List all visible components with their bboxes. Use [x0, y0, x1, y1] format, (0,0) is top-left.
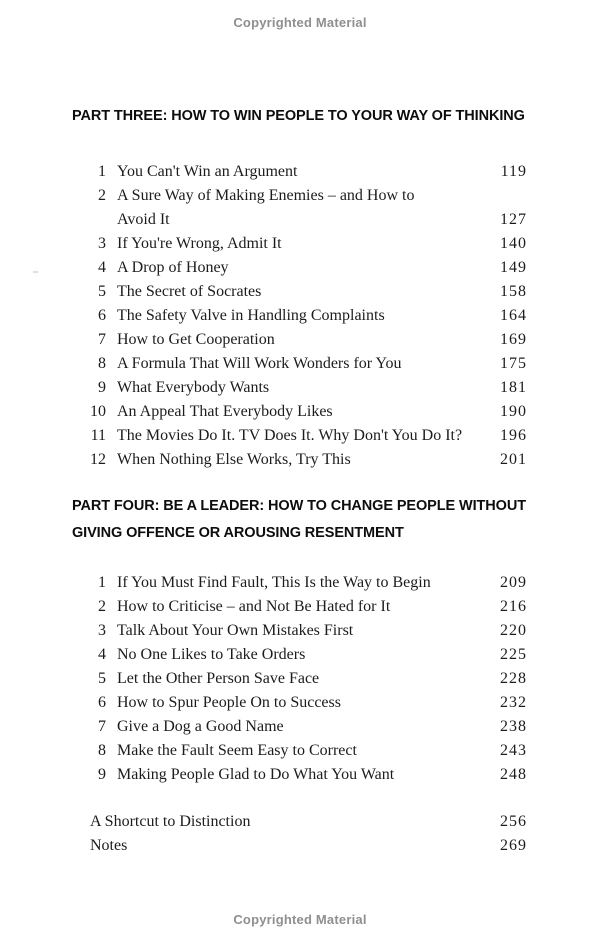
back-matter-list — [72, 810, 527, 858]
chapter-title: How to Spur People On to Success — [117, 694, 341, 711]
toc-entry — [72, 667, 527, 691]
page-number: 256 — [500, 813, 527, 830]
chapter-number: 8 — [98, 355, 106, 372]
toc-entry — [72, 184, 527, 232]
chapter-number: 8 — [98, 742, 106, 759]
chapter-number: 7 — [98, 718, 106, 735]
page-number: 175 — [500, 355, 527, 372]
chapter-title: No One Likes to Take Orders — [117, 646, 306, 663]
back-matter-entry — [72, 810, 527, 834]
chapter-title: You Can't Win an Argument — [117, 163, 298, 180]
chapter-title: How to Get Cooperation — [117, 331, 275, 348]
chapter-number: 2 — [98, 187, 106, 204]
toc-entry — [72, 328, 527, 352]
chapter-number: 1 — [98, 163, 106, 180]
chapter-title: Talk About Your Own Mistakes First — [117, 622, 354, 639]
page-number: 248 — [500, 766, 527, 783]
toc-entry — [72, 232, 527, 256]
page-number: 169 — [500, 331, 527, 348]
toc-entry — [72, 739, 527, 763]
page-number: 190 — [500, 403, 527, 420]
copyright-notice-bottom: Copyrighted Material — [233, 912, 367, 927]
chapter-number: 9 — [98, 379, 106, 396]
toc-entry — [72, 304, 527, 328]
page-number: 127 — [500, 211, 527, 228]
page-number: 228 — [500, 670, 527, 687]
page-number: 209 — [500, 574, 527, 591]
page-number: 181 — [500, 379, 527, 396]
chapter-title: An Appeal That Everybody Likes — [117, 403, 333, 420]
back-matter-entry — [72, 834, 527, 858]
page-number: 149 — [500, 259, 527, 276]
chapter-title: Give a Dog a Good Name — [117, 718, 284, 735]
chapter-number: 1 — [98, 574, 106, 591]
part-four-entry-list — [72, 571, 527, 787]
page-number: 238 — [500, 718, 527, 735]
toc-entry — [72, 280, 527, 304]
chapter-title: A Drop of Honey — [117, 259, 229, 276]
chapter-number: 3 — [98, 235, 106, 252]
chapter-title: When Nothing Else Works, Try This — [117, 451, 351, 468]
chapter-number: 2 — [98, 598, 106, 615]
page-number: 269 — [500, 837, 527, 854]
page-number: 140 — [500, 235, 527, 252]
toc-entry — [72, 256, 527, 280]
chapter-number: 5 — [98, 670, 106, 687]
chapter-title-line-2: Avoid It — [117, 211, 170, 228]
chapter-title: A Formula That Will Work Wonders for You — [117, 355, 402, 372]
toc-entry — [72, 595, 527, 619]
part-three-heading: PART THREE: HOW TO WIN PEOPLE TO YOUR WAY OF THINKING — [72, 108, 525, 124]
chapter-title: The Secret of Socrates — [117, 283, 262, 300]
page-number: 119 — [500, 163, 527, 180]
back-matter-title: A Shortcut to Distinction — [90, 813, 251, 830]
chapter-number: 12 — [90, 451, 106, 468]
page-number: 225 — [500, 646, 527, 663]
table-of-contents — [0, 103, 600, 858]
page-number: 243 — [500, 742, 527, 759]
toc-entry — [72, 763, 527, 787]
page-number: 220 — [500, 622, 527, 639]
toc-entry — [72, 400, 527, 424]
chapter-title: If You're Wrong, Admit It — [117, 235, 282, 252]
page-number: 201 — [500, 451, 527, 468]
chapter-number: 10 — [90, 403, 106, 420]
chapter-number: 3 — [98, 622, 106, 639]
part-four-heading: PART FOUR: BE A LEADER: HOW TO CHANGE PEOPLE WITHOUT GIVING OFFENCE OR AROUSING RESENTMENT — [72, 498, 526, 541]
chapter-title: The Safety Valve in Handling Complaints — [117, 307, 385, 324]
chapter-title: Make the Fault Seem Easy to Correct — [117, 742, 357, 759]
chapter-number: 6 — [98, 694, 106, 711]
toc-entry — [72, 424, 527, 448]
chapter-number: 6 — [98, 307, 106, 324]
copyright-notice-top: Copyrighted Material — [233, 15, 367, 30]
chapter-number: 4 — [98, 259, 106, 276]
page-number: 216 — [500, 598, 527, 615]
toc-entry — [72, 691, 527, 715]
part-three-entry-list — [72, 160, 527, 472]
chapter-title: How to Criticise – and Not Be Hated for It — [117, 598, 391, 615]
toc-entry — [72, 376, 527, 400]
toc-entry — [72, 571, 527, 595]
toc-entry — [72, 715, 527, 739]
chapter-number: 9 — [98, 766, 106, 783]
back-matter-title: Notes — [90, 837, 128, 854]
chapter-title: Let the Other Person Save Face — [117, 670, 320, 687]
toc-entry — [72, 643, 527, 667]
toc-entry — [72, 619, 527, 643]
page-number: 232 — [500, 694, 527, 711]
chapter-title: What Everybody Wants — [117, 379, 270, 396]
page-number: 196 — [500, 427, 527, 444]
toc-entry — [72, 352, 527, 376]
scan-artifact — [33, 271, 38, 273]
toc-entry — [72, 448, 527, 472]
chapter-title: A Sure Way of Making Enemies – and How to — [117, 187, 415, 204]
page-number: 164 — [500, 307, 527, 324]
chapter-number: 5 — [98, 283, 106, 300]
chapter-title: Making People Glad to Do What You Want — [117, 766, 395, 783]
chapter-title: If You Must Find Fault, This Is the Way to Begin — [117, 574, 431, 591]
toc-entry — [72, 160, 527, 184]
chapter-number: 7 — [98, 331, 106, 348]
page-number: 158 — [500, 283, 527, 300]
chapter-number: 4 — [98, 646, 106, 663]
chapter-number: 11 — [90, 427, 106, 444]
chapter-title: The Movies Do It. TV Does It. Why Don't You Do It? — [117, 427, 463, 444]
